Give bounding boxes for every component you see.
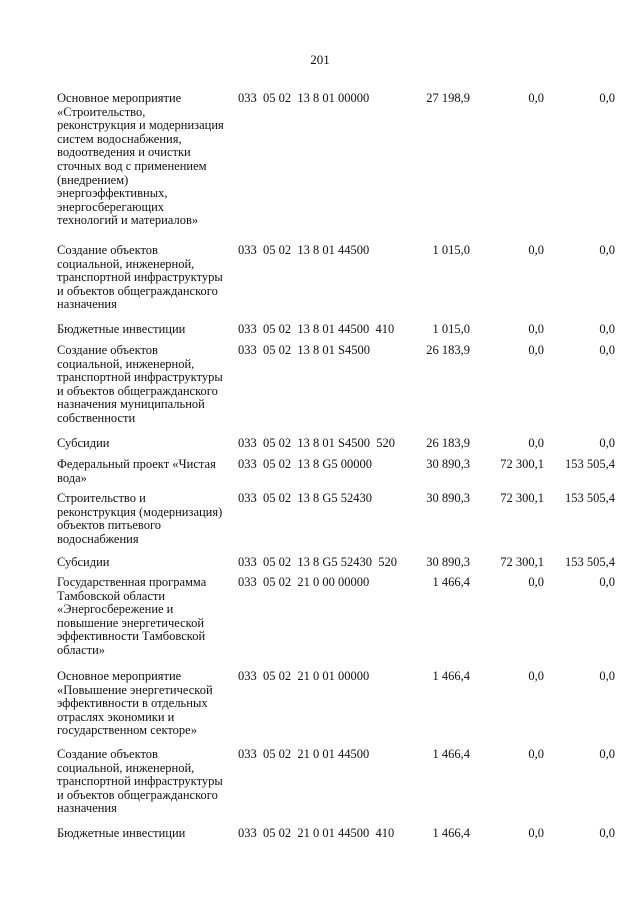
row-code: 033 05 02 13 8 01 44500 410 <box>238 322 395 336</box>
row-code: 033 05 02 13 8 G5 52430 520 <box>238 555 398 569</box>
row-name: Создание объектов социальной, инженерной, транспортной инфраструктуры и объектов общегражданского назначения <box>57 747 223 816</box>
row-value-3: 0,0 <box>599 826 615 840</box>
row-value-3: 0,0 <box>599 436 615 450</box>
row-name: Создание объектов социальной, инженерной, транспортной инфраструктуры и объектов общегражданского назначения муниципальной собственности <box>57 343 223 425</box>
row-code: 033 05 02 21 0 01 44500 <box>238 747 370 761</box>
row-value-1: 1 015,0 <box>432 322 470 336</box>
row-name: Основное мероприятие «Строительство, реконструкция и модернизация систем водоснабжения, водоотведения и очистки сточных вод с применением (внедрением) энергоэффективных, энергосберегающих технологий и материалов» <box>57 91 224 228</box>
row-code: 033 05 02 13 8 01 44500 <box>238 243 370 257</box>
row-value-1: 27 198,9 <box>426 91 470 105</box>
row-value-3: 0,0 <box>599 575 615 589</box>
row-value-2: 0,0 <box>528 575 544 589</box>
row-value-1: 30 890,3 <box>426 491 470 505</box>
row-value-1: 1 466,4 <box>432 747 470 761</box>
row-value-2: 0,0 <box>528 826 544 840</box>
row-name: Основное мероприятие «Повышение энергетической эффективности в отдельных отраслях экономики и государственном секторе» <box>57 669 213 738</box>
row-name: Бюджетные инвестиции <box>57 826 186 840</box>
row-code: 033 05 02 21 0 00 00000 <box>238 575 370 589</box>
row-name: Строительство и реконструкция (модернизация) объектов питьевого водоснабжения <box>57 491 223 546</box>
row-code: 033 05 02 21 0 01 00000 <box>238 669 370 683</box>
row-name: Федеральный проект «Чистая вода» <box>57 457 216 485</box>
row-code: 033 05 02 13 8 G5 52430 <box>238 491 373 505</box>
row-code: 033 05 02 13 8 01 00000 <box>238 91 370 105</box>
row-value-2: 0,0 <box>528 322 544 336</box>
row-name: Субсидии <box>57 436 110 450</box>
row-name: Создание объектов социальной, инженерной, транспортной инфраструктуры и объектов общегражданского назначения <box>57 243 223 312</box>
row-value-3: 0,0 <box>599 91 615 105</box>
row-value-3: 153 505,4 <box>565 555 615 569</box>
row-value-3: 0,0 <box>599 669 615 683</box>
row-value-1: 1 466,4 <box>432 826 470 840</box>
row-value-1: 1 466,4 <box>432 575 470 589</box>
row-value-2: 0,0 <box>528 669 544 683</box>
row-code: 033 05 02 13 8 01 S4500 520 <box>238 436 395 450</box>
row-value-1: 26 183,9 <box>426 343 470 357</box>
row-value-3: 153 505,4 <box>565 457 615 471</box>
row-value-3: 0,0 <box>599 322 615 336</box>
page-number: 201 <box>310 52 330 67</box>
row-value-2: 72 300,1 <box>500 457 544 471</box>
row-value-1: 1 466,4 <box>432 669 470 683</box>
row-value-2: 0,0 <box>528 747 544 761</box>
row-value-1: 30 890,3 <box>426 555 470 569</box>
row-value-2: 72 300,1 <box>500 555 544 569</box>
row-value-2: 0,0 <box>528 343 544 357</box>
row-value-2: 0,0 <box>528 243 544 257</box>
row-name: Бюджетные инвестиции <box>57 322 186 336</box>
row-value-3: 0,0 <box>599 747 615 761</box>
row-name: Государственная программа Тамбовской области «Энергосбережение и повышение энергетической эффективности Тамбовской области» <box>57 575 207 657</box>
row-value-2: 72 300,1 <box>500 491 544 505</box>
row-value-2: 0,0 <box>528 91 544 105</box>
row-code: 033 05 02 13 8 G5 00000 <box>238 457 373 471</box>
row-value-3: 0,0 <box>599 343 615 357</box>
row-value-2: 0,0 <box>528 436 544 450</box>
row-code: 033 05 02 13 8 01 S4500 <box>238 343 370 357</box>
row-value-1: 26 183,9 <box>426 436 470 450</box>
row-value-3: 153 505,4 <box>565 491 615 505</box>
row-value-1: 1 015,0 <box>432 243 470 257</box>
row-code: 033 05 02 21 0 01 44500 410 <box>238 826 395 840</box>
row-name: Субсидии <box>57 555 110 569</box>
row-value-3: 0,0 <box>599 243 615 257</box>
row-value-1: 30 890,3 <box>426 457 470 471</box>
